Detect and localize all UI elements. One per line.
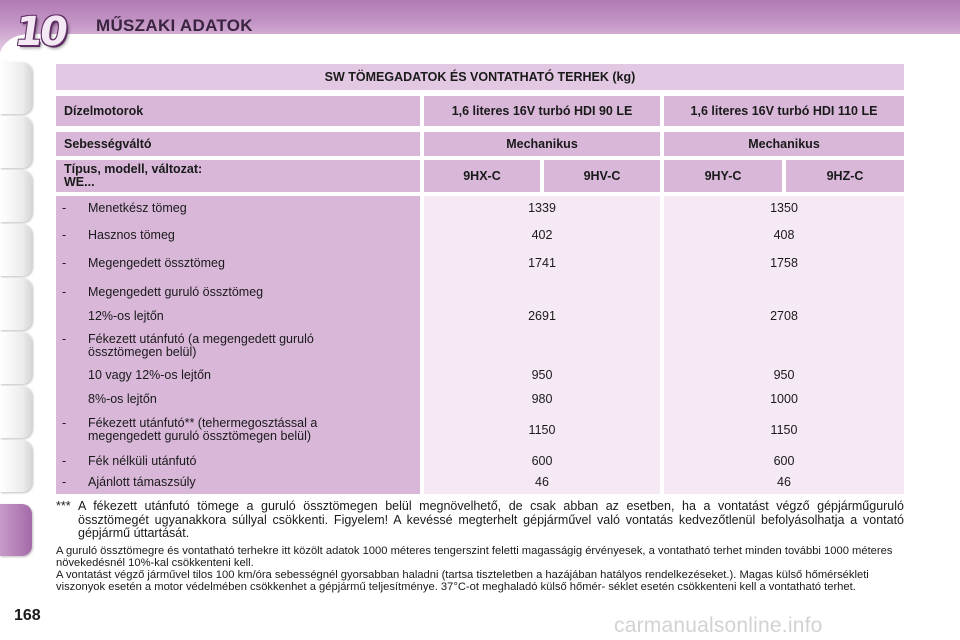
row-label: 10 vagy 12%-os lejtőn <box>88 368 211 382</box>
engine-header-90: 1,6 literes 16V turbó HDI 90 LE <box>424 96 660 126</box>
row-dash: - <box>62 201 67 215</box>
table-title: SW TÖMEGADATOK ÉS VONTATHATÓ TERHEK (kg) <box>56 64 904 90</box>
gearbox-value-110: Mechanikus <box>664 132 904 156</box>
watermark: carmanualsonline.info <box>614 614 823 637</box>
row-dash: - <box>62 285 67 299</box>
row-dash: - <box>62 256 67 270</box>
gearbox-label: Sebességváltó <box>56 132 420 156</box>
row-label-continued: össztömegen belül) <box>88 345 197 359</box>
header-curve <box>0 34 960 62</box>
row-label-continued: megengedett guruló össztömegen belül) <box>88 429 312 443</box>
row-value-110: 950 <box>773 368 795 382</box>
row-dash: - <box>62 454 67 468</box>
chapter-tab[interactable] <box>0 224 32 276</box>
note-paragraph: A vontatást végző járművel tilos 100 km/óra sebességnél gyorsabban haladni (tartsa tiszteletben a hazájában hatályos rendelkezéseket.). Magas külső hőmérsékleti viszonyok esetén a motor védelmében csökkenhet a gépjármű teljesítménye. 37°C-ot meghaladó külső hőmér- séklet esetén csökkenteni kell a vontatható terhet. <box>56 569 869 593</box>
chapter-tabs <box>0 62 34 582</box>
gearbox-value-90: Mechanikus <box>424 132 660 156</box>
notes <box>56 545 906 593</box>
row-value-110: 1350 <box>770 201 798 215</box>
row-value-90: 46 <box>535 475 549 489</box>
footnote-marker: *** <box>56 499 71 513</box>
page-number: 168 <box>14 607 41 624</box>
row-value-110: 2708 <box>770 309 798 323</box>
row-value-90: 2691 <box>528 309 556 323</box>
chapter-tab[interactable] <box>0 386 32 438</box>
chapter-number-badge: 10 <box>11 9 69 55</box>
row-label: Fék nélküli utánfutó <box>88 454 197 468</box>
row-label: 8%-os lejtőn <box>88 392 157 406</box>
chapter-tab[interactable] <box>0 62 32 114</box>
row-label: Menetkész tömeg <box>88 201 187 215</box>
chapter-tab-active[interactable] <box>0 504 32 556</box>
engine-header-110: 1,6 literes 16V turbó HDI 110 LE <box>664 96 904 126</box>
engine-label: Dízelmotorok <box>56 96 420 126</box>
type-label-line1: Típus, modell, változat: <box>64 162 203 176</box>
page-title: MŰSZAKI ADATOK <box>96 16 253 35</box>
row-value-110: 1000 <box>770 392 798 406</box>
type-label <box>56 160 420 192</box>
chapter-tab[interactable] <box>0 278 32 330</box>
row-value-90: 402 <box>531 228 553 242</box>
row-label: Megengedett guruló össztömeg <box>88 285 264 299</box>
row-value-110: 408 <box>773 228 795 242</box>
note-paragraph: A guruló össztömegre és vontatható terhekre itt közölt adatok 1000 méteres tengerszint feletti magasságig érvényesek, a vontatható terhet minden további 1000 méteres növekedésnél 10%-kal csökkenteni kell. <box>56 545 893 569</box>
row-label: Megengedett össztömeg <box>88 256 225 270</box>
chapter-tab[interactable] <box>0 116 32 168</box>
row-value-90: 980 <box>531 392 553 406</box>
row-value-110: 1150 <box>770 423 798 437</box>
row-value-110: 46 <box>777 475 791 489</box>
type-code: 9HZ-C <box>786 160 904 192</box>
row-value-90: 950 <box>531 368 553 382</box>
row-value-110: 1758 <box>770 256 798 270</box>
type-label-line2: WE... <box>64 175 95 189</box>
chapter-tab[interactable] <box>0 332 32 384</box>
type-code: 9HX-C <box>424 160 540 192</box>
row-dash: - <box>62 332 67 346</box>
row-label: Fékezett utánfutó** (tehermegosztással a <box>88 416 318 430</box>
row-dash: - <box>62 475 67 489</box>
row-dash: - <box>62 416 67 430</box>
type-code: 9HV-C <box>544 160 660 192</box>
row-value-90: 600 <box>531 454 553 468</box>
footnote <box>56 500 904 541</box>
row-label: Hasznos tömeg <box>88 228 175 242</box>
chapter-tab[interactable] <box>0 170 32 222</box>
row-dash: - <box>62 228 67 242</box>
row-label: 12%-os lejtőn <box>88 309 164 323</box>
footnote-text: A fékezett utánfutó tömege a guruló össztömegen belül megnövelhető, de csak abban az esetben, ha a vontatást végző gépjárműguruló össztömegét ugyanakkora súllyal csökkenti. Figyelem! A kevéssé megterhelt gépjárművel való vontatás kedvezőtlenül befolyásolhatja a vontató gépjármű úttartását. <box>78 499 904 540</box>
type-code: 9HY-C <box>664 160 782 192</box>
row-value-90: 1741 <box>528 256 556 270</box>
chapter-tab[interactable] <box>0 440 32 492</box>
row-value-90: 1150 <box>528 423 556 437</box>
row-label: Fékezett utánfutó (a megengedett guruló <box>88 332 314 346</box>
row-value-110: 600 <box>773 454 795 468</box>
row-value-90: 1339 <box>528 201 556 215</box>
row-label: Ajánlott támaszsúly <box>88 475 196 489</box>
